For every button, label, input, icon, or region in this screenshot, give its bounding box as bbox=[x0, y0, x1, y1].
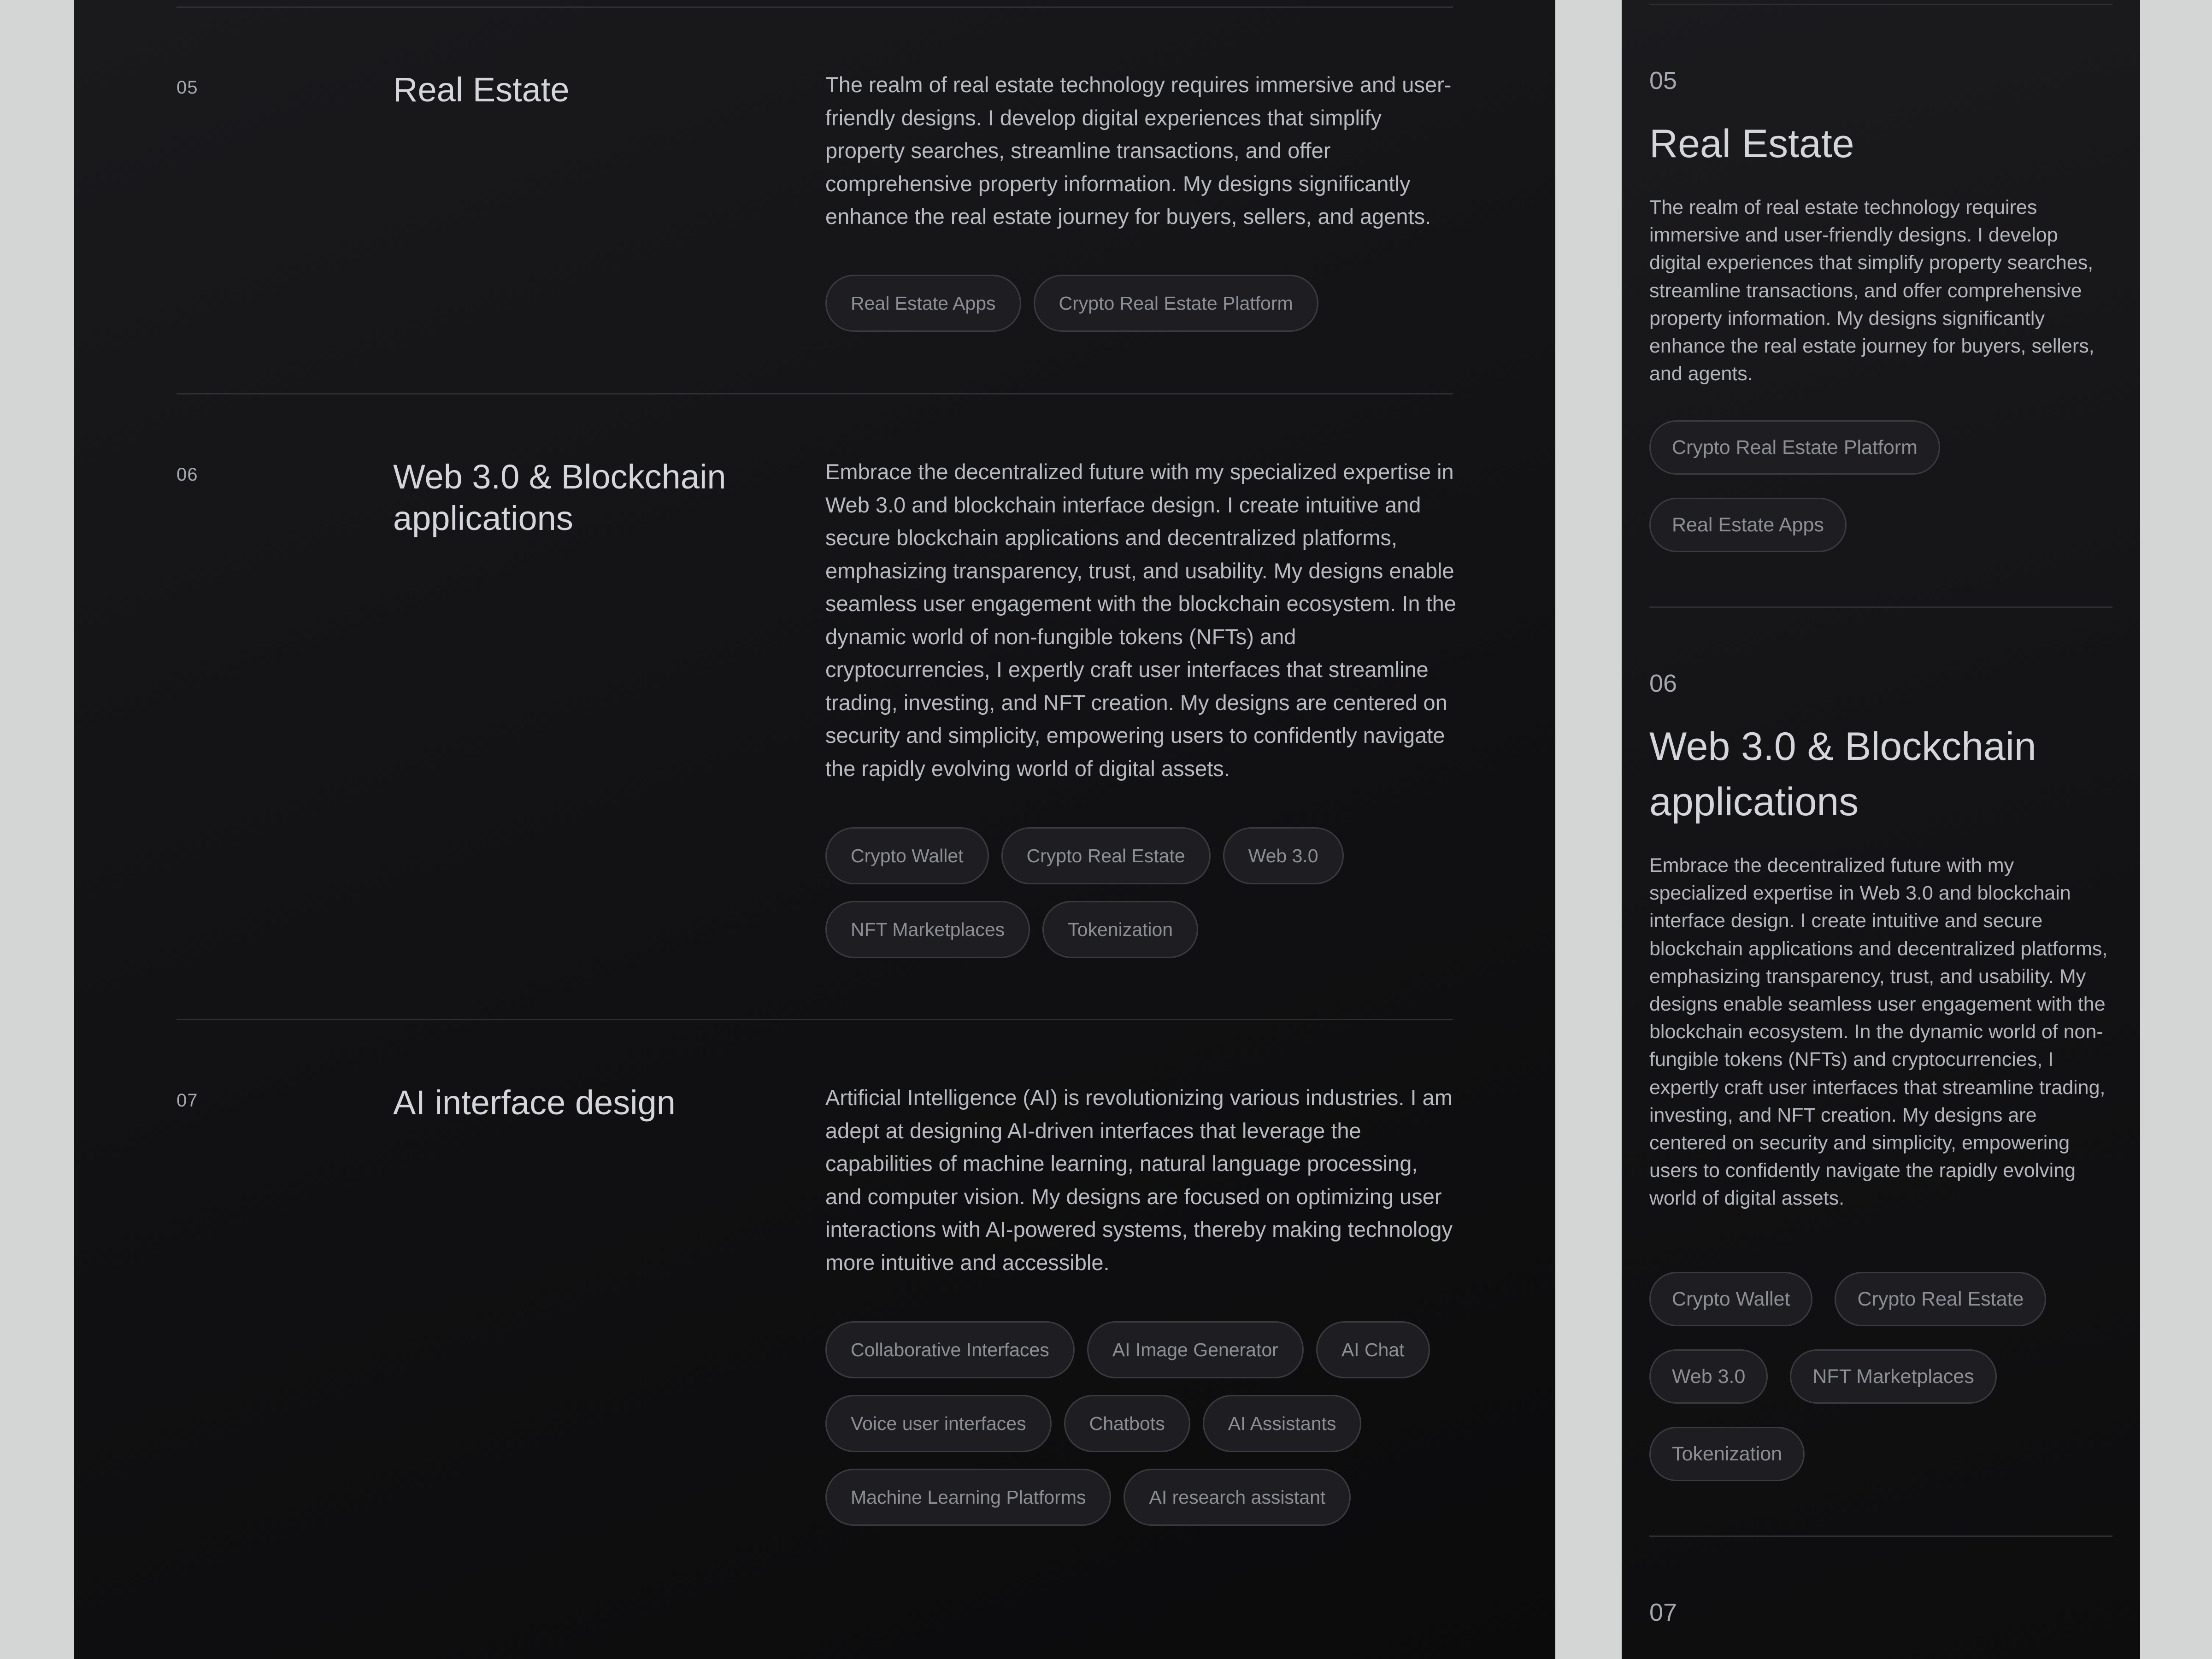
tag-ai-assistants[interactable]: AI Assistants bbox=[1203, 1395, 1362, 1452]
tag-tokenization[interactable]: Tokenization bbox=[1042, 901, 1198, 958]
section-title: AI interface design bbox=[393, 1083, 676, 1122]
tag-list bbox=[825, 827, 1457, 958]
tag-nft-marketplaces[interactable]: NFT Marketplaces bbox=[1790, 1349, 1996, 1404]
tag-ai-image-generator[interactable]: AI Image Generator bbox=[1087, 1321, 1304, 1378]
section-divider bbox=[1649, 1535, 2112, 1537]
tag-nft-marketplaces[interactable]: NFT Marketplaces bbox=[825, 901, 1030, 958]
section-number: 07 bbox=[176, 1090, 198, 1111]
section-description: Embrace the decentralized future with my specialized expertise in Web 3.0 and blockchain interface design. I create intuitive and secure blockchain applications and decentralized platforms, emphasizing transparency, trust, and usability. My designs enable seamless user engagement with the blockchain ecosystem. In the dynamic world of non-fungible tokens (NFTs) and cryptocurrencies, I expertly craft user interfaces that streamline trading, investing, and NFT creation. My designs are centered on security and simplicity, empowering users to confidently navigate the rapidly evolving world of digital assets. bbox=[825, 459, 1456, 781]
mobile-services-panel bbox=[1622, 0, 2140, 1659]
tag-real-estate-apps[interactable]: Real Estate Apps bbox=[825, 275, 1021, 332]
section-divider bbox=[176, 6, 1453, 8]
tag-list bbox=[825, 1321, 1457, 1526]
tag-web3[interactable]: Web 3.0 bbox=[1649, 1349, 1768, 1404]
tag-voice-user-interfaces[interactable]: Voice user interfaces bbox=[825, 1395, 1052, 1452]
section-number: 05 bbox=[1649, 67, 1677, 94]
section-description: Embrace the decentralized future with my specialized expertise in Web 3.0 and blockchain interface design. I create intuitive and secure blockchain applications and decentralized platforms, emphasizing transparency, trust, and usability. My designs enable seamless user engagement with the blockchain ecosystem. In the dynamic world of non-fungible tokens (NFTs) and cryptocurrencies, I expertly craft user interfaces that streamline trading, investing, and NFT creation. My designs are centered on security and simplicity, empowering users to confidently navigate the rapidly evolving world of digital assets. bbox=[1649, 854, 2108, 1210]
section-divider bbox=[176, 1019, 1453, 1020]
tag-crypto-real-estate-platform[interactable]: Crypto Real Estate Platform bbox=[1649, 420, 1940, 475]
section-divider bbox=[1649, 4, 2112, 5]
tag-machine-learning-platforms[interactable]: Machine Learning Platforms bbox=[825, 1469, 1111, 1526]
tag-crypto-wallet[interactable]: Crypto Wallet bbox=[825, 827, 989, 884]
section-number: 07 bbox=[1649, 1599, 1677, 1626]
section-number: 06 bbox=[176, 465, 198, 485]
section-description: The realm of real estate technology requires immersive and user-friendly designs. I develop digital experiences that simplify property searches, streamline transactions, and offer comprehensive property information. My designs significantly enhance the real estate journey for buyers, sellers, and agents. bbox=[825, 72, 1452, 229]
section-number: 05 bbox=[176, 77, 198, 98]
section-description: The realm of real estate technology requires immersive and user-friendly designs. I develop digital experiences that simplify property searches, streamline transactions, and offer comprehensive property information. My designs significantly enhance the real estate journey for buyers, sellers, and agents. bbox=[1649, 196, 2094, 385]
tag-web3[interactable]: Web 3.0 bbox=[1223, 827, 1344, 884]
tag-ai-chat[interactable]: AI Chat bbox=[1316, 1321, 1430, 1378]
tag-real-estate-apps[interactable]: Real Estate Apps bbox=[1649, 498, 1847, 552]
section-title: Web 3.0 & Blockchain applications bbox=[1649, 724, 2036, 824]
tag-crypto-wallet[interactable]: Crypto Wallet bbox=[1649, 1272, 1812, 1326]
tag-list bbox=[1649, 1272, 2112, 1481]
section-description: Artificial Intelligence (AI) is revolutionizing various industries. I am adept at designing AI-driven interfaces that leverage the capabilities of machine learning, natural language processing, and computer vision. My designs are focused on optimizing user interactions with AI-powered systems, thereby making technology more intuitive and accessible. bbox=[825, 1085, 1453, 1275]
tag-list bbox=[825, 275, 1457, 332]
desktop-services-panel bbox=[74, 0, 1555, 1659]
tag-crypto-real-estate-platform[interactable]: Crypto Real Estate Platform bbox=[1034, 275, 1318, 332]
tag-crypto-real-estate[interactable]: Crypto Real Estate bbox=[1001, 827, 1211, 884]
tag-tokenization[interactable]: Tokenization bbox=[1649, 1427, 1805, 1481]
section-title: Real Estate bbox=[1649, 122, 1854, 166]
section-divider bbox=[1649, 606, 2112, 608]
tag-crypto-real-estate[interactable]: Crypto Real Estate bbox=[1835, 1272, 2046, 1326]
tag-collaborative-interfaces[interactable]: Collaborative Interfaces bbox=[825, 1321, 1075, 1378]
tag-list bbox=[1649, 420, 2112, 552]
section-title: Real Estate bbox=[393, 71, 570, 109]
section-title: Web 3.0 & Blockchain applications bbox=[393, 458, 726, 537]
section-divider bbox=[176, 393, 1453, 394]
tag-ai-research-assistant[interactable]: AI research assistant bbox=[1124, 1469, 1351, 1526]
section-number: 06 bbox=[1649, 670, 1677, 697]
tag-chatbots[interactable]: Chatbots bbox=[1064, 1395, 1190, 1452]
